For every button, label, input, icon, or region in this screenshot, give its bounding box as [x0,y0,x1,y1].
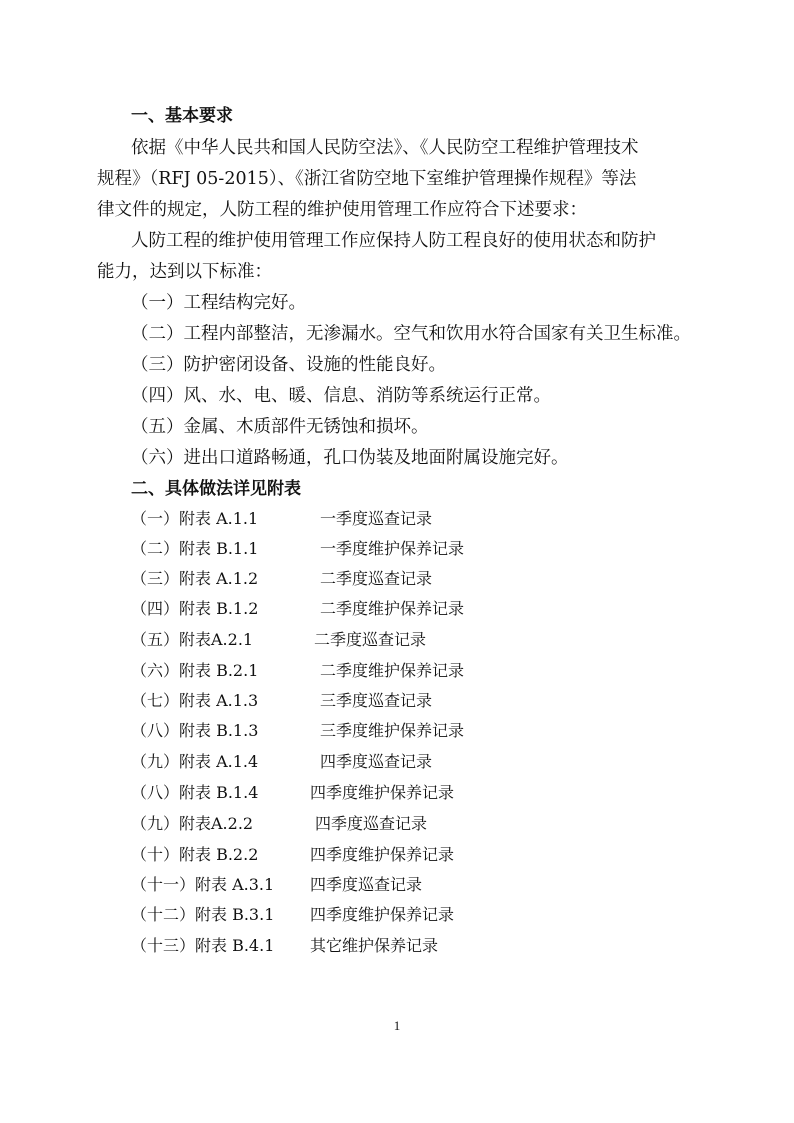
section-heading-appendix: 二、具体做法详见附表 [131,479,301,499]
appendix-ref: （六）附表 B.2.1 [131,661,259,680]
appendix-desc: 二季度维护保养记录 [320,599,465,618]
appendix-desc: 四季度巡查记录 [320,752,433,771]
appendix-ref: （九）附表A.2.2 [131,814,254,833]
appendix-desc: 四季度巡查记录 [310,875,423,894]
list-item: （一）工程结构完好。 [131,293,306,313]
section-heading-basic-requirements: 一、基本要求 [131,106,233,126]
appendix-ref: （三）附表 A.1.2 [131,569,259,588]
appendix-ref: （一）附表 A.1.1 [131,509,259,528]
appendix-ref: （九）附表 A.1.4 [131,752,259,771]
appendix-desc: 二季度巡查记录 [314,630,427,649]
appendix-desc: 四季度维护保养记录 [310,845,455,864]
appendix-desc: 三季度巡查记录 [320,691,433,710]
appendix-ref: （五）附表A.2.1 [131,630,254,649]
list-item: （六）进出口道路畅通，孔口伪装及地面附属设施完好。 [131,448,569,468]
appendix-ref: （十三）附表 B.4.1 [131,936,275,955]
appendix-ref: （二）附表 B.1.1 [131,539,259,558]
appendix-desc: 一季度巡查记录 [320,509,433,528]
page-number: 1 [393,1018,401,1033]
paragraph-line: 人防工程的维护使用管理工作应保持人防工程良好的使用状态和防护 [131,231,656,251]
paragraph-line: 律文件的规定，人防工程的维护使用管理工作应符合下述要求： [97,200,587,220]
appendix-ref: （七）附表 A.1.3 [131,691,259,710]
list-item: （三）防护密闭设备、设施的性能良好。 [131,355,446,375]
appendix-ref: （十二）附表 B.3.1 [131,905,275,924]
appendix-desc: 一季度维护保养记录 [320,539,465,558]
list-item: （四）风、水、电、暖、信息、消防等系统运行正常。 [131,386,551,406]
paragraph-line: 能力，达到以下标准： [97,262,272,282]
appendix-desc: 二季度巡查记录 [320,569,433,588]
list-item: （五）金属、木质部件无锈蚀和损坏。 [131,417,429,437]
paragraph-line: 依据《中华人民共和国人民防空法》、《人民防空工程维护管理技术 [131,138,639,158]
list-item: （二）工程内部整洁，无渗漏水。空气和饮用水符合国家有关卫生标准。 [131,324,691,344]
appendix-desc: 四季度巡查记录 [315,814,428,833]
appendix-ref: （八）附表 B.1.3 [131,721,259,740]
appendix-desc: 四季度维护保养记录 [310,783,455,802]
paragraph-line: 规程》（RFJ 05-2015）、《浙江省防空地下室维护管理操作规程》等法 [97,169,637,189]
appendix-desc: 二季度维护保养记录 [320,661,465,680]
appendix-desc: 三季度维护保养记录 [320,721,465,740]
appendix-ref: （八）附表 B.1.4 [131,783,259,802]
appendix-ref: （十一）附表 A.3.1 [131,875,275,894]
appendix-ref: （十）附表 B.2.2 [131,845,259,864]
appendix-desc: 其它维护保养记录 [310,936,439,955]
appendix-desc: 四季度维护保养记录 [310,905,455,924]
appendix-ref: （四）附表 B.1.2 [131,599,259,618]
